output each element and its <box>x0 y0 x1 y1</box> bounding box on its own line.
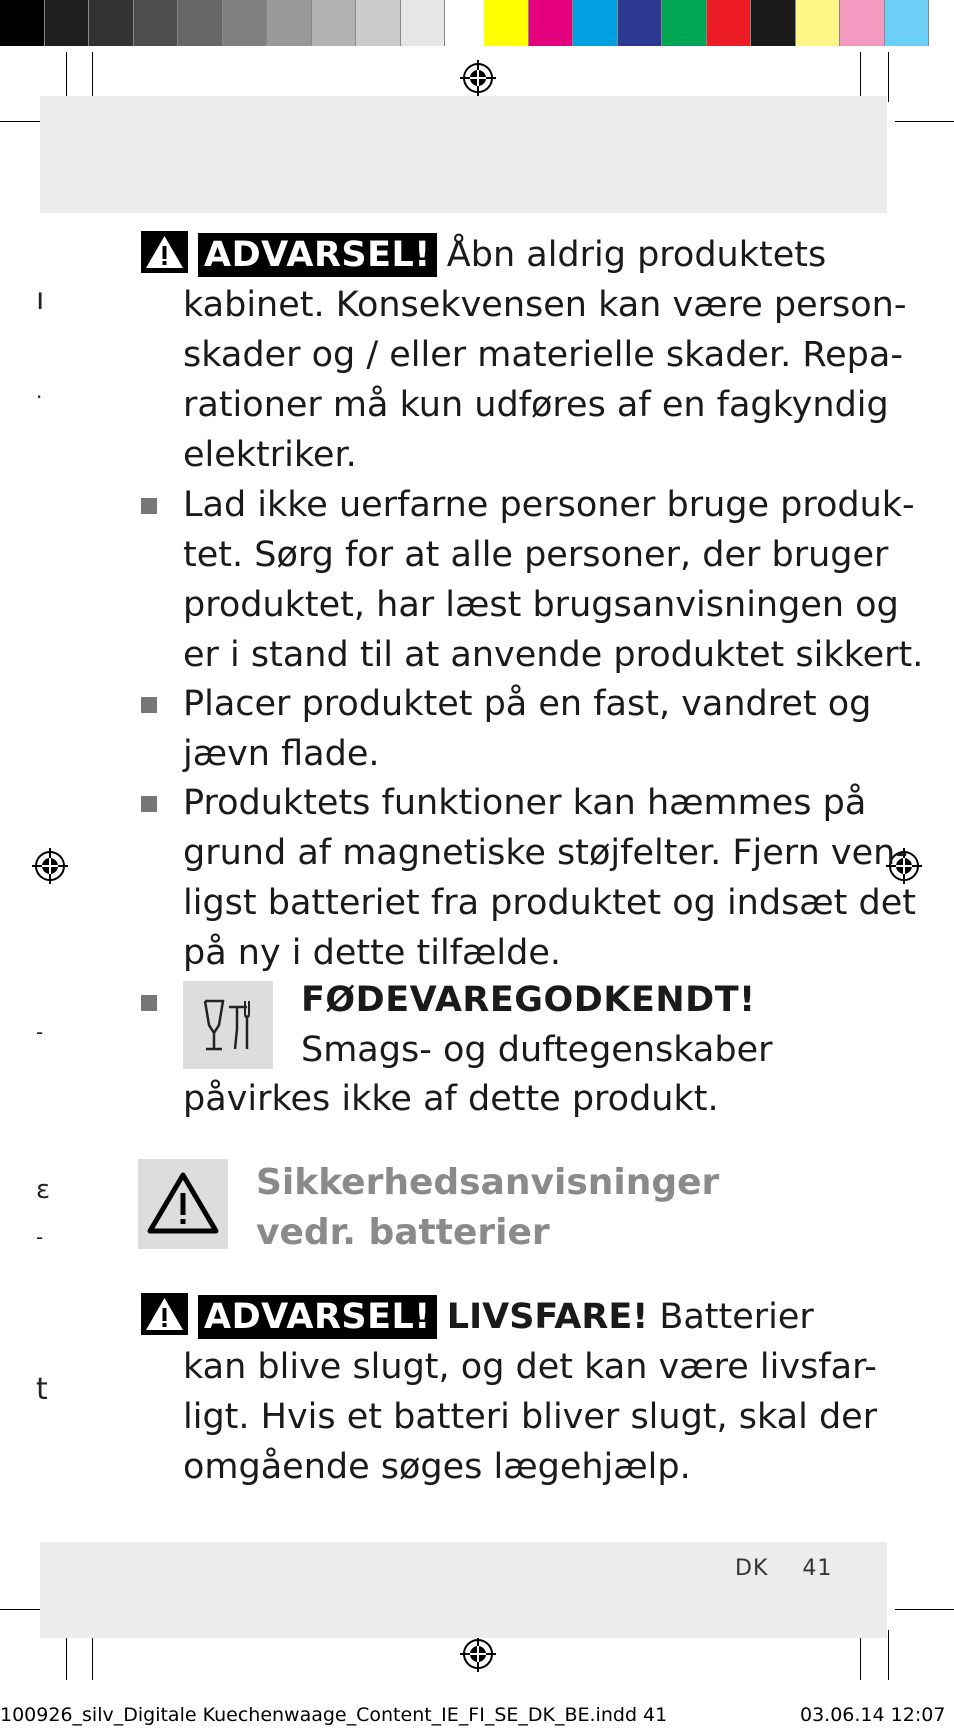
warning-triangle-icon <box>141 1293 188 1335</box>
paragraph-line: Smags- og duftegenskaber <box>301 1030 773 1070</box>
crop-mark <box>66 52 67 102</box>
paragraph-line: ligst batteriet fra produktet og indsæt det <box>183 883 917 923</box>
edge-fragment: · <box>36 385 43 409</box>
paragraph-line: grund af magnetiske støjfelter. Fjern ven- <box>183 833 908 873</box>
crop-mark <box>888 52 889 102</box>
color-swatch <box>484 0 529 46</box>
print-slug-date: 03.06.14 12:07 <box>800 1704 946 1726</box>
paragraph-line: jævn flade. <box>183 734 380 774</box>
food-safe-line <box>183 1074 719 1124</box>
color-swatch <box>356 0 401 46</box>
food-safe-icon <box>183 981 273 1069</box>
warning-label: ADVARSEL! <box>198 233 437 277</box>
color-swatch <box>573 0 618 46</box>
language-code: DK <box>735 1556 769 1581</box>
warning-label: ADVARSEL! <box>198 1295 437 1339</box>
color-swatch <box>529 0 574 46</box>
food-safe-title: FØDEVAREGODKENDT! <box>301 980 756 1020</box>
paragraph-line: skader og / eller materielle skader. Repa- <box>183 335 903 375</box>
paragraph-line: elektriker. <box>183 435 357 475</box>
paragraph-line: Produktets funktioner kan hæmmes på <box>183 783 867 823</box>
paragraph-line: på ny i dette tilfælde. <box>183 933 561 973</box>
bullet-item <box>183 778 916 978</box>
edge-fragment: - <box>36 1020 44 1044</box>
color-swatch <box>45 0 90 46</box>
crop-mark <box>860 52 861 102</box>
crop-mark <box>895 121 954 122</box>
color-swatch <box>796 0 841 46</box>
warning-text: Åbn aldrig produktets <box>446 235 827 275</box>
color-swatch <box>0 0 45 46</box>
color-swatch <box>401 0 446 46</box>
paragraph-line: ligt. Hvis et batteri bliver slugt, skal der <box>183 1397 878 1437</box>
color-swatch <box>618 0 663 46</box>
warning-triangle-icon <box>141 231 188 273</box>
printer-color-bar <box>0 0 954 46</box>
edge-fragment: t <box>36 1372 48 1407</box>
warning-first-line <box>141 1292 877 1342</box>
edge-fragment: - <box>36 1225 44 1249</box>
crop-mark <box>888 1630 889 1680</box>
food-safe-block <box>301 975 773 1075</box>
color-swatch <box>662 0 707 46</box>
registration-mark-icon <box>458 58 498 98</box>
bullet-square <box>141 796 157 812</box>
bullet-square <box>141 697 157 713</box>
section-heading-line: Sikkerhedsanvisninger <box>256 1162 720 1203</box>
paragraph-line: Lad ikke uerfarne personer bruge produk- <box>183 485 915 525</box>
color-swatch <box>707 0 752 46</box>
warning-paragraph-open-cabinet <box>141 230 906 480</box>
color-swatch <box>178 0 223 46</box>
bullet-square <box>141 498 157 514</box>
page-number-value: 41 <box>802 1556 833 1581</box>
edge-fragment: ı <box>36 282 45 317</box>
paragraph-line: Placer produktet på en fast, vandret og <box>183 684 872 724</box>
color-swatch <box>445 0 490 46</box>
warning-bold-text: LIVSFARE! <box>446 1297 649 1337</box>
print-slug-filename: 100926_silv_Digitale Kuechenwaage_Content_IE_FI_SE_DK_BE.indd 41 <box>0 1704 668 1726</box>
bullet-item <box>183 679 871 779</box>
warning-first-line <box>141 230 906 280</box>
paragraph-line: påvirkes ikke af dette produkt. <box>183 1079 719 1119</box>
paragraph-line: kabinet. Konsekvensen kan være person- <box>183 285 907 325</box>
color-swatch <box>312 0 357 46</box>
warning-paragraph-batteries <box>141 1292 877 1492</box>
registration-mark-icon <box>458 1634 498 1674</box>
color-swatch <box>267 0 312 46</box>
color-swatch <box>134 0 179 46</box>
edge-fragment: ɛ <box>36 1175 51 1205</box>
color-swatch <box>840 0 885 46</box>
color-swatch <box>885 0 930 46</box>
registration-mark-icon <box>30 846 70 886</box>
paragraph-line: omgående søges lægehjælp. <box>183 1447 691 1487</box>
crop-mark <box>895 1609 954 1610</box>
color-swatch <box>751 0 796 46</box>
section-heading-line: vedr. batterier <box>256 1212 550 1253</box>
warning-text: Batterier <box>659 1297 814 1337</box>
crop-mark <box>92 52 93 102</box>
warning-triangle-icon <box>138 1159 228 1249</box>
bullet-square <box>141 995 157 1011</box>
paragraph-line: produktet, har læst brugsanvisningen og <box>183 585 899 625</box>
color-swatch <box>89 0 134 46</box>
page-number <box>735 1556 832 1581</box>
paragraph-line: kan blive slugt, og det kan være livsfar- <box>183 1347 877 1387</box>
paragraph-line: rationer må kun udføres af en fagkyndig <box>183 385 889 425</box>
paragraph-line: tet. Sørg for at alle personer, der bruger <box>183 535 889 575</box>
section-heading <box>256 1158 719 1258</box>
bullet-item <box>183 480 923 680</box>
paragraph-line: er i stand til at anvende produktet sikkert. <box>183 635 924 675</box>
header-band <box>40 96 887 213</box>
color-swatch <box>223 0 268 46</box>
